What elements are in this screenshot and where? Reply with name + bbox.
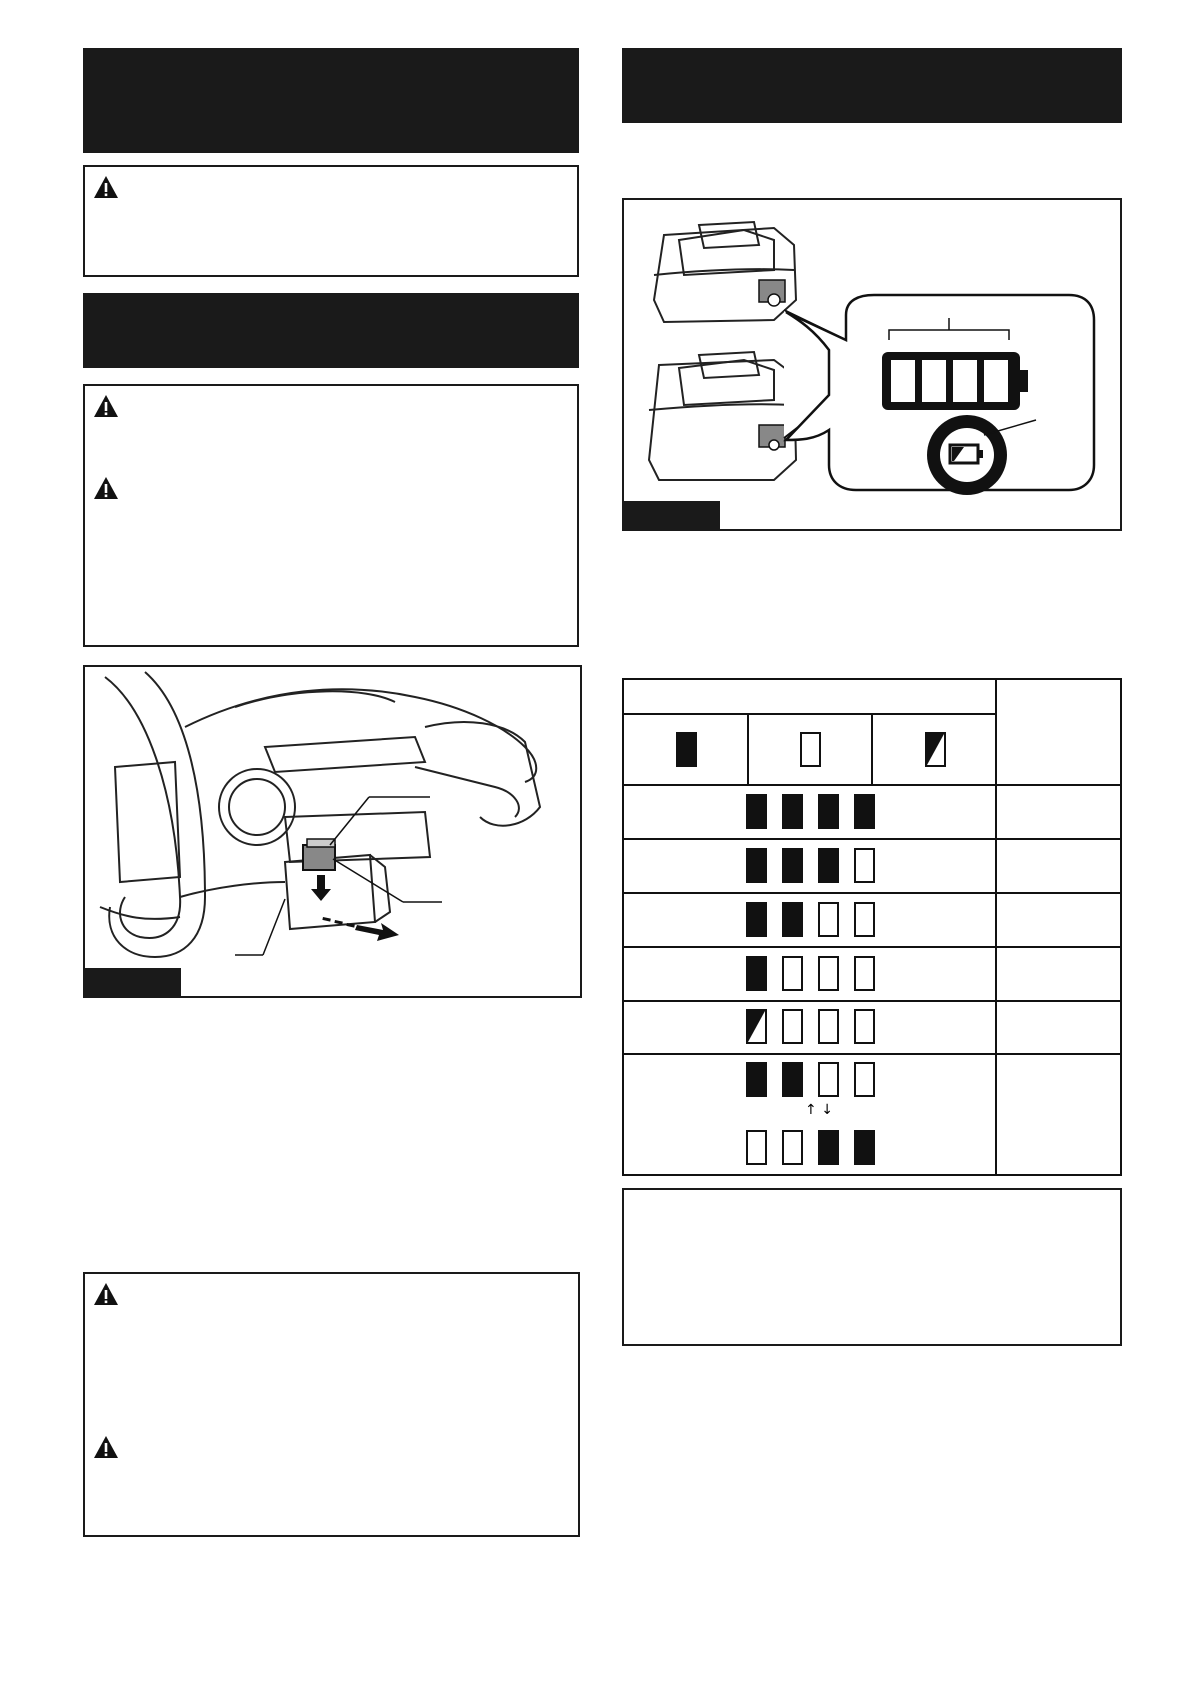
warning-box-1 (83, 165, 579, 277)
indicator-table (622, 678, 1122, 1176)
warning-triangle-icon (93, 175, 119, 199)
figure-tab (85, 968, 181, 998)
warning-triangle-icon (93, 394, 119, 418)
figure-battery-indicator (622, 198, 1122, 531)
legend-led-blinking (925, 732, 946, 767)
warning-box-3 (83, 1272, 580, 1537)
figure-battery-removal (83, 665, 582, 998)
figure-tab (624, 501, 720, 531)
section-header-bar-2 (83, 293, 579, 368)
warning-triangle-icon (93, 1435, 119, 1459)
legend-led-on (676, 732, 697, 767)
section-header-bar-1 (83, 48, 579, 153)
warning-triangle-icon (93, 476, 119, 500)
legend-led-off (800, 732, 821, 767)
note-box (622, 1188, 1122, 1346)
battery-illustration (624, 200, 1120, 529)
warning-triangle-icon (93, 1282, 119, 1306)
section-header-bar-3 (622, 48, 1122, 123)
toggle-arrows: ↑ ↓ (805, 1102, 833, 1118)
battery-low-icon (950, 445, 983, 463)
warning-box-2 (83, 384, 579, 647)
tool-illustration (85, 667, 580, 996)
